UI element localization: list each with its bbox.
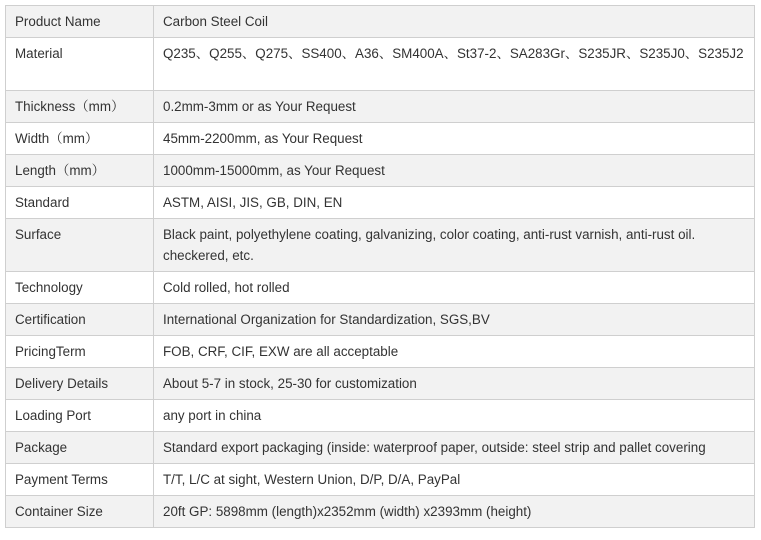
row-value: Standard export packaging (inside: waterproof paper, outside: steel strip and pallet covering	[154, 432, 755, 464]
row-label: Width（mm）	[6, 123, 154, 155]
row-value: Q235、Q255、Q275、SS400、A36、SM400A、St37-2、SA283Gr、S235JR、S235J0、S235J2	[154, 38, 755, 91]
table-row	[6, 155, 755, 187]
row-label: Product Name	[6, 6, 154, 38]
row-label: Standard	[6, 187, 154, 219]
row-value: 0.2mm-3mm or as Your Request	[154, 91, 755, 123]
table-row	[6, 187, 755, 219]
row-label: Delivery Details	[6, 368, 154, 400]
row-label: Container Size	[6, 496, 154, 528]
row-value: About 5-7 in stock, 25-30 for customization	[154, 368, 755, 400]
row-label: Certification	[6, 304, 154, 336]
row-value: 1000mm-15000mm, as Your Request	[154, 155, 755, 187]
row-label: Payment Terms	[6, 464, 154, 496]
table-row	[6, 464, 755, 496]
row-label: Material	[6, 38, 154, 91]
table-row	[6, 496, 755, 528]
table-row	[6, 272, 755, 304]
table-row	[6, 123, 755, 155]
row-value: any port in china	[154, 400, 755, 432]
table-row	[6, 400, 755, 432]
row-label: Thickness（mm）	[6, 91, 154, 123]
table-row	[6, 91, 755, 123]
table-row	[6, 219, 755, 272]
table-row	[6, 336, 755, 368]
row-label: PricingTerm	[6, 336, 154, 368]
row-label: Loading Port	[6, 400, 154, 432]
row-label: Technology	[6, 272, 154, 304]
table-row	[6, 432, 755, 464]
row-value: International Organization for Standardization, SGS,BV	[154, 304, 755, 336]
row-label: Package	[6, 432, 154, 464]
row-value: FOB, CRF, CIF, EXW are all acceptable	[154, 336, 755, 368]
row-value: Cold rolled, hot rolled	[154, 272, 755, 304]
row-value: ASTM, AISI, JIS, GB, DIN, EN	[154, 187, 755, 219]
row-value: Carbon Steel Coil	[154, 6, 755, 38]
spec-table	[5, 5, 755, 528]
row-label: Surface	[6, 219, 154, 272]
table-row	[6, 6, 755, 38]
row-value: Black paint, polyethylene coating, galvanizing, color coating, anti-rust varnish, anti-rust oil. checkered, etc.	[154, 219, 755, 272]
table-row	[6, 304, 755, 336]
row-value: 45mm-2200mm, as Your Request	[154, 123, 755, 155]
table-row	[6, 38, 755, 91]
row-label: Length（mm）	[6, 155, 154, 187]
table-row	[6, 368, 755, 400]
row-value: 20ft GP: 5898mm (length)x2352mm (width) x2393mm (height)	[154, 496, 755, 528]
row-value: T/T, L/C at sight, Western Union, D/P, D/A, PayPal	[154, 464, 755, 496]
